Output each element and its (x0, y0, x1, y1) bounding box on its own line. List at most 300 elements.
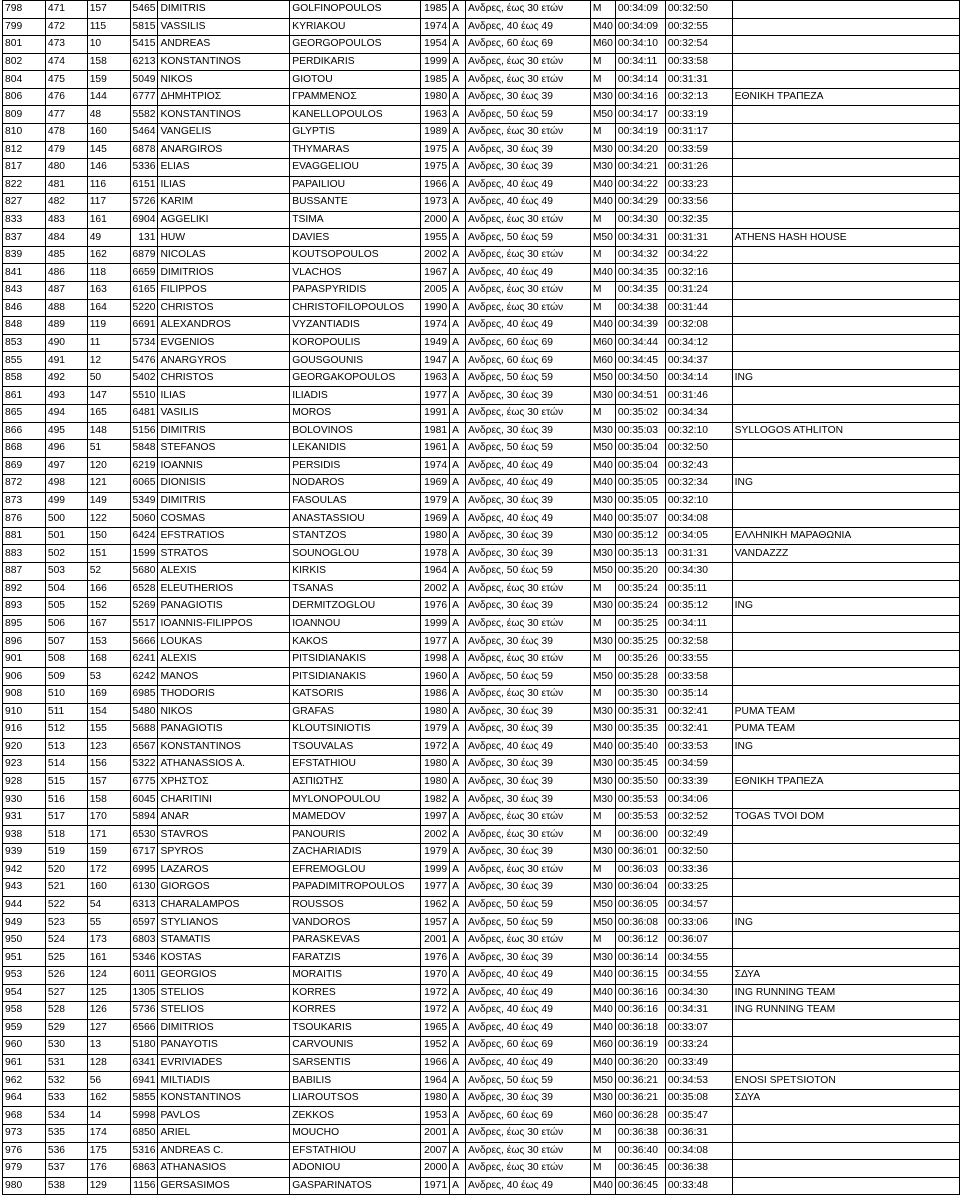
bib-number-cell: 5736 (130, 1002, 158, 1020)
overall-position-cell: 865 (3, 404, 46, 422)
category-position-cell: 129 (87, 1177, 130, 1195)
gender-position-cell: 519 (45, 844, 87, 862)
club-cell (732, 334, 959, 352)
gender-position-cell: 496 (45, 440, 87, 458)
last-name-cell: MORAITIS (290, 966, 421, 984)
table-row (3, 123, 960, 141)
club-cell (732, 949, 959, 967)
first-name-cell: STEFANOS (158, 440, 290, 458)
overall-position-cell: 801 (3, 36, 46, 54)
bib-number-cell: 6530 (130, 826, 158, 844)
gun-time-cell: 00:35:24 (615, 598, 665, 616)
club-cell (732, 615, 959, 633)
first-name-cell: KONSTANTINOS (158, 53, 290, 71)
net-time-cell: 00:34:31 (665, 1002, 732, 1020)
overall-position-cell: 869 (3, 457, 46, 475)
category-code-cell: M40 (590, 475, 615, 493)
birth-year-cell: 1966 (421, 176, 450, 194)
overall-position-cell: 872 (3, 475, 46, 493)
first-name-cell: DIONISIS (158, 475, 290, 493)
last-name-cell: MAMEDOV (290, 808, 421, 826)
table-row (3, 404, 960, 422)
category-description-cell: Ανδρες, 40 έως 49 (466, 475, 591, 493)
category-code-cell: M30 (590, 703, 615, 721)
net-time-cell: 00:32:43 (665, 457, 732, 475)
category-code-cell: M40 (590, 1054, 615, 1072)
birth-year-cell: 1957 (421, 914, 450, 932)
overall-position-cell: 942 (3, 861, 46, 879)
bib-number-cell: 6777 (130, 88, 158, 106)
category-description-cell: Ανδρες, 40 έως 49 (466, 457, 591, 475)
birth-year-cell: 1980 (421, 527, 450, 545)
first-name-cell: ILIAS (158, 176, 290, 194)
category-description-cell: Ανδρες, 40 έως 49 (466, 1054, 591, 1072)
table-row (3, 1125, 960, 1143)
bib-number-cell: 5517 (130, 615, 158, 633)
category-description-cell: Ανδρες, 30 έως 39 (466, 527, 591, 545)
gender-position-cell: 515 (45, 773, 87, 791)
race-code-cell: A (450, 791, 466, 809)
category-position-cell: 159 (87, 844, 130, 862)
table-row (3, 879, 960, 897)
club-cell: SYLLOGOS ATHLITON (732, 422, 959, 440)
net-time-cell: 00:35:14 (665, 685, 732, 703)
net-time-cell: 00:32:41 (665, 721, 732, 739)
category-code-cell: M30 (590, 773, 615, 791)
category-code-cell: M (590, 211, 615, 229)
category-description-cell: Ανδρες, έως 30 ετών (466, 580, 591, 598)
gender-position-cell: 518 (45, 826, 87, 844)
first-name-cell: DIMITRIS (158, 492, 290, 510)
race-code-cell: A (450, 1160, 466, 1178)
bib-number-cell: 5855 (130, 1089, 158, 1107)
gender-position-cell: 506 (45, 615, 87, 633)
table-row (3, 966, 960, 984)
bib-number-cell: 6313 (130, 896, 158, 914)
last-name-cell: EFREMOGLOU (290, 861, 421, 879)
club-cell (732, 176, 959, 194)
category-position-cell: 161 (87, 211, 130, 229)
gun-time-cell: 00:36:19 (615, 1037, 665, 1055)
overall-position-cell: 959 (3, 1019, 46, 1037)
bib-number-cell: 5688 (130, 721, 158, 739)
first-name-cell: VASILIS (158, 404, 290, 422)
bib-number-cell: 6597 (130, 914, 158, 932)
birth-year-cell: 1999 (421, 861, 450, 879)
category-description-cell: Ανδρες, έως 30 ετών (466, 685, 591, 703)
first-name-cell: CHARITINI (158, 791, 290, 809)
overall-position-cell: 939 (3, 844, 46, 862)
birth-year-cell: 1976 (421, 598, 450, 616)
race-code-cell: A (450, 36, 466, 54)
category-code-cell: M40 (590, 194, 615, 212)
gun-time-cell: 00:34:38 (615, 299, 665, 317)
net-time-cell: 00:33:56 (665, 194, 732, 212)
category-code-cell: M40 (590, 1019, 615, 1037)
gender-position-cell: 482 (45, 194, 87, 212)
table-row (3, 475, 960, 493)
first-name-cell: EVRIVIADES (158, 1054, 290, 1072)
birth-year-cell: 1999 (421, 615, 450, 633)
last-name-cell: VANDOROS (290, 914, 421, 932)
overall-position-cell: 906 (3, 668, 46, 686)
last-name-cell: TSIMA (290, 211, 421, 229)
last-name-cell: ILIADIS (290, 387, 421, 405)
race-code-cell: A (450, 176, 466, 194)
table-row (3, 299, 960, 317)
last-name-cell: DERMITZOGLOU (290, 598, 421, 616)
bib-number-cell: 5156 (130, 422, 158, 440)
gender-position-cell: 492 (45, 369, 87, 387)
net-time-cell: 00:31:24 (665, 282, 732, 300)
gun-time-cell: 00:34:09 (615, 18, 665, 36)
race-code-cell: A (450, 229, 466, 247)
bib-number-cell: 6219 (130, 457, 158, 475)
category-description-cell: Ανδρες, έως 30 ετών (466, 1142, 591, 1160)
gender-position-cell: 517 (45, 808, 87, 826)
first-name-cell: VASSILIS (158, 18, 290, 36)
race-code-cell: A (450, 1037, 466, 1055)
race-code-cell: A (450, 668, 466, 686)
category-position-cell: 148 (87, 422, 130, 440)
first-name-cell: STRATOS (158, 545, 290, 563)
club-cell (732, 141, 959, 159)
category-position-cell: 170 (87, 808, 130, 826)
category-code-cell: M50 (590, 369, 615, 387)
last-name-cell: TSANAS (290, 580, 421, 598)
category-description-cell: Ανδρες, έως 30 ετών (466, 1160, 591, 1178)
category-description-cell: Ανδρες, 30 έως 39 (466, 633, 591, 651)
birth-year-cell: 1974 (421, 457, 450, 475)
first-name-cell: ANDREAS (158, 36, 290, 54)
gun-time-cell: 00:36:01 (615, 844, 665, 862)
category-code-cell: M30 (590, 879, 615, 897)
category-code-cell: M30 (590, 492, 615, 510)
category-code-cell: M40 (590, 264, 615, 282)
last-name-cell: PANOURIS (290, 826, 421, 844)
first-name-cell: STELIOS (158, 1002, 290, 1020)
overall-position-cell: 868 (3, 440, 46, 458)
gender-position-cell: 491 (45, 352, 87, 370)
category-code-cell: M60 (590, 36, 615, 54)
category-position-cell: 175 (87, 1142, 130, 1160)
overall-position-cell: 841 (3, 264, 46, 282)
category-position-cell: 117 (87, 194, 130, 212)
last-name-cell: FASOULAS (290, 492, 421, 510)
gun-time-cell: 00:35:26 (615, 650, 665, 668)
gun-time-cell: 00:36:20 (615, 1054, 665, 1072)
overall-position-cell: 968 (3, 1107, 46, 1125)
birth-year-cell: 1977 (421, 879, 450, 897)
club-cell (732, 106, 959, 124)
net-time-cell: 00:33:24 (665, 1037, 732, 1055)
race-code-cell: A (450, 861, 466, 879)
gender-position-cell: 516 (45, 791, 87, 809)
gun-time-cell: 00:34:11 (615, 53, 665, 71)
birth-year-cell: 1975 (421, 141, 450, 159)
category-position-cell: 173 (87, 931, 130, 949)
gun-time-cell: 00:35:07 (615, 510, 665, 528)
club-cell (732, 685, 959, 703)
overall-position-cell: 944 (3, 896, 46, 914)
gender-position-cell: 524 (45, 931, 87, 949)
overall-position-cell: 839 (3, 246, 46, 264)
gender-position-cell: 474 (45, 53, 87, 71)
last-name-cell: ΑΣΠΙΩΤΗΣ (290, 773, 421, 791)
bib-number-cell: 6241 (130, 650, 158, 668)
category-position-cell: 51 (87, 440, 130, 458)
category-code-cell: M (590, 580, 615, 598)
table-row (3, 668, 960, 686)
first-name-cell: CHRISTOS (158, 299, 290, 317)
category-position-cell: 154 (87, 703, 130, 721)
category-description-cell: Ανδρες, 30 έως 39 (466, 773, 591, 791)
last-name-cell: ZEKKOS (290, 1107, 421, 1125)
birth-year-cell: 1975 (421, 159, 450, 177)
category-description-cell: Ανδρες, 50 έως 59 (466, 896, 591, 914)
gender-position-cell: 534 (45, 1107, 87, 1125)
club-cell: ΣΔΥΑ (732, 1089, 959, 1107)
birth-year-cell: 1962 (421, 896, 450, 914)
overall-position-cell: 920 (3, 738, 46, 756)
category-position-cell: 166 (87, 580, 130, 598)
birth-year-cell: 1955 (421, 229, 450, 247)
net-time-cell: 00:34:08 (665, 1142, 732, 1160)
race-code-cell: A (450, 211, 466, 229)
bib-number-cell: 5734 (130, 334, 158, 352)
bib-number-cell: 5464 (130, 123, 158, 141)
race-code-cell: A (450, 615, 466, 633)
category-code-cell: M50 (590, 229, 615, 247)
gender-position-cell: 525 (45, 949, 87, 967)
gun-time-cell: 00:36:08 (615, 914, 665, 932)
gender-position-cell: 511 (45, 703, 87, 721)
gender-position-cell: 483 (45, 211, 87, 229)
category-position-cell: 127 (87, 1019, 130, 1037)
race-code-cell: A (450, 1072, 466, 1090)
net-time-cell: 00:32:10 (665, 492, 732, 510)
gun-time-cell: 00:35:45 (615, 756, 665, 774)
first-name-cell: LAZAROS (158, 861, 290, 879)
overall-position-cell: 896 (3, 633, 46, 651)
club-cell (732, 668, 959, 686)
category-description-cell: Ανδρες, 60 έως 69 (466, 1107, 591, 1125)
last-name-cell: KOROPOULIS (290, 334, 421, 352)
race-code-cell: A (450, 1089, 466, 1107)
category-position-cell: 156 (87, 756, 130, 774)
gender-position-cell: 501 (45, 527, 87, 545)
bib-number-cell: 6995 (130, 861, 158, 879)
net-time-cell: 00:33:58 (665, 668, 732, 686)
birth-year-cell: 1980 (421, 1089, 450, 1107)
net-time-cell: 00:32:34 (665, 475, 732, 493)
bib-number-cell: 6717 (130, 844, 158, 862)
race-code-cell: A (450, 879, 466, 897)
category-code-cell: M (590, 1, 615, 19)
category-code-cell: M (590, 1160, 615, 1178)
race-code-cell: A (450, 1177, 466, 1195)
first-name-cell: KONSTANTINOS (158, 738, 290, 756)
overall-position-cell: 848 (3, 317, 46, 335)
gender-position-cell: 510 (45, 685, 87, 703)
bib-number-cell: 6242 (130, 668, 158, 686)
gun-time-cell: 00:34:44 (615, 334, 665, 352)
last-name-cell: BUSSANTE (290, 194, 421, 212)
overall-position-cell: 858 (3, 369, 46, 387)
gender-position-cell: 526 (45, 966, 87, 984)
first-name-cell: ΧΡΗΣΤΟΣ (158, 773, 290, 791)
first-name-cell: NICOLAS (158, 246, 290, 264)
gun-time-cell: 00:35:05 (615, 475, 665, 493)
gun-time-cell: 00:35:53 (615, 791, 665, 809)
last-name-cell: PITSIDIANAKIS (290, 650, 421, 668)
gun-time-cell: 00:35:03 (615, 422, 665, 440)
overall-position-cell: 798 (3, 1, 46, 19)
net-time-cell: 00:31:46 (665, 387, 732, 405)
category-description-cell: Ανδρες, 30 έως 39 (466, 88, 591, 106)
club-cell (732, 791, 959, 809)
table-row (3, 18, 960, 36)
overall-position-cell: 962 (3, 1072, 46, 1090)
gender-position-cell: 504 (45, 580, 87, 598)
birth-year-cell: 1947 (421, 352, 450, 370)
overall-position-cell: 916 (3, 721, 46, 739)
net-time-cell: 00:35:12 (665, 598, 732, 616)
gun-time-cell: 00:36:21 (615, 1072, 665, 1090)
net-time-cell: 00:31:44 (665, 299, 732, 317)
net-time-cell: 00:33:58 (665, 53, 732, 71)
overall-position-cell: 951 (3, 949, 46, 967)
birth-year-cell: 2002 (421, 246, 450, 264)
overall-position-cell: 931 (3, 808, 46, 826)
category-code-cell: M30 (590, 387, 615, 405)
club-cell: ΕΘΝΙΚΗ ΤΡΑΠΕΖΑ (732, 88, 959, 106)
last-name-cell: KORRES (290, 984, 421, 1002)
category-code-cell: M50 (590, 668, 615, 686)
overall-position-cell: 893 (3, 598, 46, 616)
net-time-cell: 00:34:57 (665, 896, 732, 914)
net-time-cell: 00:32:55 (665, 18, 732, 36)
first-name-cell: STAVROS (158, 826, 290, 844)
first-name-cell: ANAR (158, 808, 290, 826)
birth-year-cell: 1973 (421, 194, 450, 212)
category-position-cell: 116 (87, 176, 130, 194)
first-name-cell: LOUKAS (158, 633, 290, 651)
bib-number-cell: 6481 (130, 404, 158, 422)
overall-position-cell: 938 (3, 826, 46, 844)
club-cell (732, 282, 959, 300)
table-row (3, 861, 960, 879)
net-time-cell: 00:32:13 (665, 88, 732, 106)
club-cell: ING (732, 369, 959, 387)
gun-time-cell: 00:35:31 (615, 703, 665, 721)
net-time-cell: 00:31:31 (665, 71, 732, 89)
gun-time-cell: 00:34:45 (615, 352, 665, 370)
first-name-cell: ELIAS (158, 159, 290, 177)
race-code-cell: A (450, 1107, 466, 1125)
category-description-cell: Ανδρες, 40 έως 49 (466, 1177, 591, 1195)
table-row (3, 106, 960, 124)
club-cell (732, 492, 959, 510)
first-name-cell: PANAGIOTIS (158, 598, 290, 616)
gun-time-cell: 00:35:04 (615, 457, 665, 475)
birth-year-cell: 1969 (421, 510, 450, 528)
birth-year-cell: 1978 (421, 545, 450, 563)
net-time-cell: 00:31:31 (665, 229, 732, 247)
net-time-cell: 00:33:53 (665, 738, 732, 756)
race-code-cell: A (450, 123, 466, 141)
club-cell (732, 159, 959, 177)
category-position-cell: 176 (87, 1160, 130, 1178)
category-position-cell: 124 (87, 966, 130, 984)
category-position-cell: 145 (87, 141, 130, 159)
bib-number-cell: 5726 (130, 194, 158, 212)
table-row (3, 721, 960, 739)
category-code-cell: M (590, 1125, 615, 1143)
first-name-cell: ΔΗΜΗΤΡΙΟΣ (158, 88, 290, 106)
club-cell: ING (732, 738, 959, 756)
gender-position-cell: 480 (45, 159, 87, 177)
gun-time-cell: 00:34:30 (615, 211, 665, 229)
last-name-cell: ZACHARIADIS (290, 844, 421, 862)
birth-year-cell: 2005 (421, 282, 450, 300)
gun-time-cell: 00:34:17 (615, 106, 665, 124)
category-position-cell: 157 (87, 773, 130, 791)
net-time-cell: 00:34:30 (665, 563, 732, 581)
table-row (3, 440, 960, 458)
category-position-cell: 162 (87, 1089, 130, 1107)
gun-time-cell: 00:35:02 (615, 404, 665, 422)
first-name-cell: ATHANASSIOS A. (158, 756, 290, 774)
table-row (3, 334, 960, 352)
table-row (3, 510, 960, 528)
bib-number-cell: 5998 (130, 1107, 158, 1125)
gender-position-cell: 475 (45, 71, 87, 89)
gender-position-cell: 485 (45, 246, 87, 264)
club-cell (732, 1019, 959, 1037)
net-time-cell: 00:35:08 (665, 1089, 732, 1107)
gun-time-cell: 00:35:25 (615, 615, 665, 633)
gun-time-cell: 00:36:45 (615, 1160, 665, 1178)
category-description-cell: Ανδρες, 40 έως 49 (466, 18, 591, 36)
gender-position-cell: 521 (45, 879, 87, 897)
birth-year-cell: 1953 (421, 1107, 450, 1125)
last-name-cell: PARASKEVAS (290, 931, 421, 949)
gun-time-cell: 00:36:12 (615, 931, 665, 949)
first-name-cell: PANAGIOTIS (158, 721, 290, 739)
bib-number-cell: 1305 (130, 984, 158, 1002)
net-time-cell: 00:32:50 (665, 440, 732, 458)
bib-number-cell: 5180 (130, 1037, 158, 1055)
gender-position-cell: 478 (45, 123, 87, 141)
category-position-cell: 14 (87, 1107, 130, 1125)
club-cell: ΕΘΝΙΚΗ ΤΡΑΠΕΖΑ (732, 773, 959, 791)
gender-position-cell: 497 (45, 457, 87, 475)
bib-number-cell: 6775 (130, 773, 158, 791)
category-position-cell: 157 (87, 1, 130, 19)
first-name-cell: CHARALAMPOS (158, 896, 290, 914)
gun-time-cell: 00:35:40 (615, 738, 665, 756)
category-description-cell: Ανδρες, 50 έως 59 (466, 668, 591, 686)
overall-position-cell: 846 (3, 299, 46, 317)
race-code-cell: A (450, 703, 466, 721)
bib-number-cell: 6424 (130, 527, 158, 545)
first-name-cell: PANAYOTIS (158, 1037, 290, 1055)
gender-position-cell: 490 (45, 334, 87, 352)
gun-time-cell: 00:36:04 (615, 879, 665, 897)
bib-number-cell: 5269 (130, 598, 158, 616)
gun-time-cell: 00:35:30 (615, 685, 665, 703)
